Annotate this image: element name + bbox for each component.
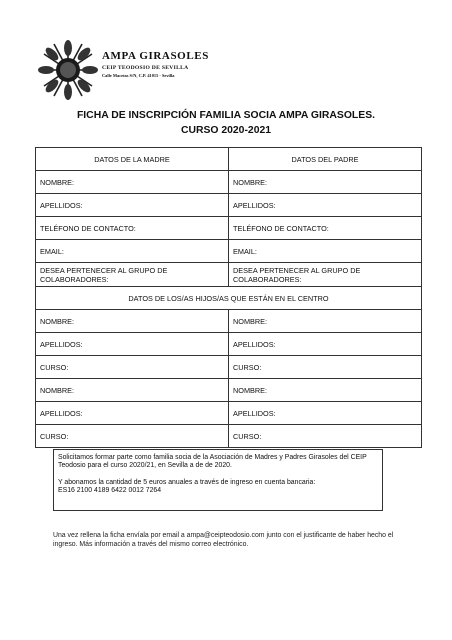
mother-name-field[interactable]: NOMBRE: bbox=[36, 171, 229, 194]
child1-course-field[interactable]: CURSO: bbox=[36, 356, 229, 379]
child3-surname-field[interactable]: APELLIDOS: bbox=[36, 402, 229, 425]
children-section-header: DATOS DE LOS/AS HIJOS/AS QUE ESTÁN EN EL CENTRO bbox=[36, 287, 422, 310]
form-subtitle: CURSO 2020-2021 bbox=[180, 125, 272, 136]
child1-surname-field[interactable]: APELLIDOS: bbox=[36, 333, 229, 356]
child4-name-field[interactable]: NOMBRE: bbox=[229, 379, 422, 402]
org-block bbox=[102, 50, 242, 78]
form-title: FICHA DE INSCRIPCIÓN FAMILIA SOCIA AMPA GIRASOLES. bbox=[76, 110, 376, 121]
org-name: AMPA GIRASOLES bbox=[102, 50, 209, 62]
footer-note: Una vez rellena la ficha envíala por email a ampa@ceipteodosio.com junto con el justificante de haber hecho el ingreso. Más información a través del mismo correo electrónico. bbox=[53, 532, 394, 548]
child3-course-field[interactable]: CURSO: bbox=[36, 425, 229, 448]
mother-column-header: DATOS DE LA MADRE bbox=[36, 148, 229, 171]
father-phone-field[interactable]: TELÉFONO DE CONTACTO: bbox=[229, 217, 422, 240]
mother-collaborator-field[interactable]: DESEA PERTENECER AL GRUPO DE COLABORADORES: bbox=[36, 263, 229, 287]
father-column-header: DATOS DEL PADRE bbox=[229, 148, 422, 171]
child1-name-field[interactable]: NOMBRE: bbox=[36, 310, 229, 333]
request-box bbox=[53, 449, 383, 511]
child4-course-field[interactable]: CURSO: bbox=[229, 425, 422, 448]
mother-phone-field[interactable]: TELÉFONO DE CONTACTO: bbox=[36, 217, 229, 240]
child3-name-field[interactable]: NOMBRE: bbox=[36, 379, 229, 402]
sunflower-logo bbox=[38, 40, 98, 100]
father-collaborator-field[interactable]: DESEA PERTENECER AL GRUPO DE COLABORADORES: bbox=[229, 263, 422, 287]
child2-name-field[interactable]: NOMBRE: bbox=[229, 310, 422, 333]
request-text: Solicitamos formar parte como familia socia de la Asociación de Madres y Padres Girasoles del CEIP Teodosio para el curso 2020/21, en Sevilla a de de 2020. bbox=[58, 454, 367, 470]
registration-table bbox=[35, 147, 422, 448]
school-address: Calle Macetas S/N, C.P. 41015 - Sevilla bbox=[102, 73, 175, 78]
mother-surname-field[interactable]: APELLIDOS: bbox=[36, 194, 229, 217]
father-surname-field[interactable]: APELLIDOS: bbox=[229, 194, 422, 217]
father-name-field[interactable]: NOMBRE: bbox=[229, 171, 422, 194]
child2-surname-field[interactable]: APELLIDOS: bbox=[229, 333, 422, 356]
school-name: CEIP TEODOSIO DE SEVILLA bbox=[102, 65, 189, 71]
child2-course-field[interactable]: CURSO: bbox=[229, 356, 422, 379]
child4-surname-field[interactable]: APELLIDOS: bbox=[229, 402, 422, 425]
payment-text: Y abonamos la cantidad de 5 euros anuales a través de ingreso en cuenta bancaria: bbox=[58, 478, 316, 486]
bank-account: ES16 2100 4189 6422 0012 7264 bbox=[58, 487, 162, 495]
mother-email-field[interactable]: EMAIL: bbox=[36, 240, 229, 263]
father-email-field[interactable]: EMAIL: bbox=[229, 240, 422, 263]
